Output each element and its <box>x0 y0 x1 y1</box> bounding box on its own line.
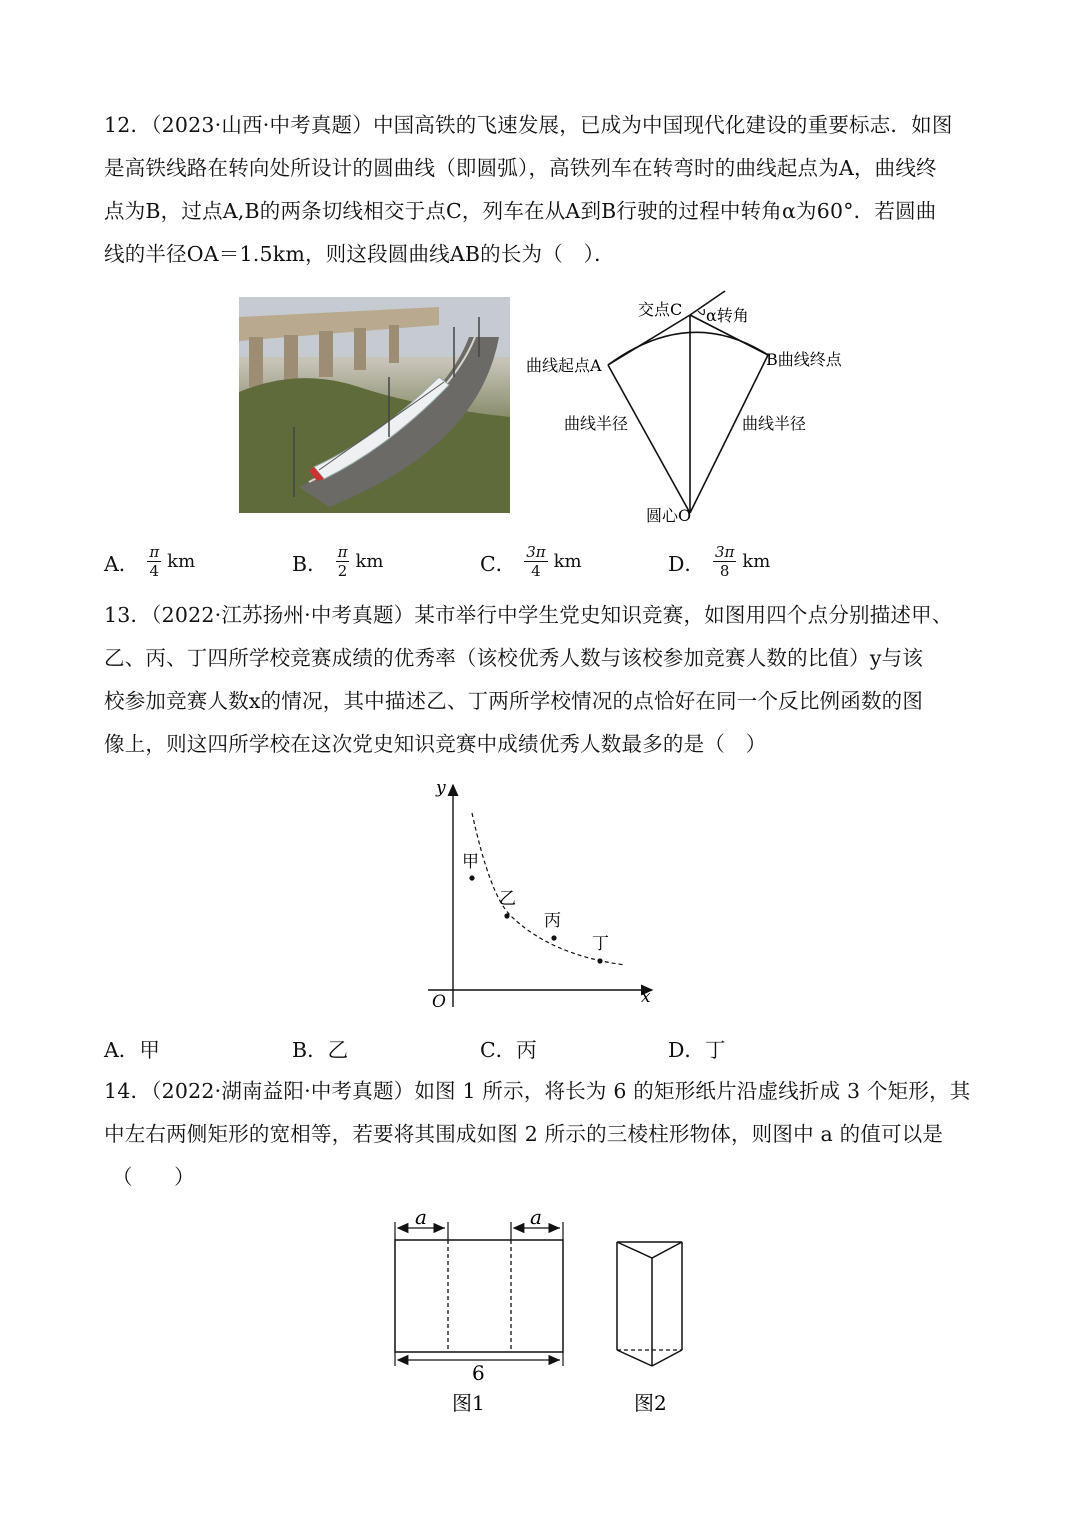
high-speed-rail-photo <box>239 297 510 513</box>
curve-diagram <box>520 285 860 530</box>
point-bing <box>551 935 556 940</box>
train-illustration <box>239 297 510 513</box>
q12-option-a[interactable] <box>104 543 195 580</box>
label-origin: O <box>432 992 446 1012</box>
q13-line-4: 像上，则这四所学校在这次党史知识竞赛中成绩优秀人数最多的是（ ） <box>104 732 767 756</box>
option-letter: C． <box>480 1038 517 1062</box>
option-unit: km <box>553 551 582 572</box>
label-alpha: α转角 <box>706 306 749 325</box>
q12-option-d[interactable] <box>668 543 770 580</box>
angle-alpha-mark <box>698 309 704 315</box>
inverse-function-graph <box>420 775 670 1015</box>
option-unit: km <box>355 551 384 572</box>
label-length: 6 <box>472 1361 485 1385</box>
option-letter: B． <box>292 551 328 576</box>
label-radius-left: 曲线半径 <box>564 414 629 433</box>
label-ding: 丁 <box>592 934 609 954</box>
point-yi <box>504 913 509 918</box>
q12-line-4: 线的半径OA＝1.5km，则这段圆曲线AB的长为（ ）． <box>104 242 615 266</box>
fraction: $\frac{\pi}{4}$ <box>149 543 160 580</box>
label-x-axis: x <box>641 987 651 1007</box>
caption-fig1: 图1 <box>452 1391 485 1415</box>
option-letter: A． <box>104 551 140 576</box>
point-jia <box>469 875 474 880</box>
question-12 <box>104 104 984 276</box>
q12-options <box>104 543 984 587</box>
arc-ab <box>608 332 768 365</box>
label-o: 圆心O <box>646 506 692 525</box>
q13-option-c[interactable] <box>480 1030 537 1066</box>
fraction: $\frac{3\pi}{8}$ <box>714 543 735 580</box>
label-a-left: a <box>415 1205 427 1229</box>
label-a: 曲线起点A <box>526 356 602 375</box>
option-text: 甲 <box>139 1038 160 1062</box>
option-letter: D． <box>668 1038 705 1062</box>
point-ding <box>597 958 602 963</box>
q13-line-2: 乙、丙、丁四所学校竞赛成绩的优秀率（该校优秀人数与该校参加竞赛人数的比值）y与该 <box>104 646 924 670</box>
label-bing: 丙 <box>544 911 561 931</box>
option-letter: C． <box>480 551 517 576</box>
option-unit: km <box>167 551 196 572</box>
label-yi: 乙 <box>499 889 516 909</box>
caption-fig2: 图2 <box>634 1391 667 1415</box>
question-14 <box>104 1070 984 1199</box>
label-a-right: a <box>530 1205 542 1229</box>
question-13 <box>104 594 984 766</box>
option-letter: A． <box>104 1038 140 1062</box>
q13-line-3: 校参加竞赛人数x的情况，其中描述乙、丁两所学校情况的点恰好在同一个反比例函数的图 <box>104 689 924 713</box>
option-text: 丁 <box>704 1038 726 1062</box>
option-letter: B． <box>292 1038 328 1062</box>
prism-top-face <box>617 1242 682 1258</box>
q13-option-d[interactable] <box>668 1030 725 1066</box>
prism-figures <box>380 1200 710 1420</box>
option-text: 乙 <box>327 1038 349 1062</box>
label-jia: 甲 <box>462 852 479 872</box>
label-radius-right: 曲线半径 <box>742 414 807 433</box>
q12-line-1: 12．（2023·山西·中考真题）中国高铁的飞速发展，已成为中国现代化建设的重要标志．如图 <box>104 113 953 137</box>
q13-option-a[interactable] <box>104 1030 160 1066</box>
q12-line-3: 点为B，过点A,B的两条切线相交于点C，列车在从A到B行驶的过程中转角α为60°．若圆曲 <box>104 199 937 223</box>
q13-option-b[interactable] <box>292 1030 348 1066</box>
q14-line-2: 中左右两侧矩形的宽相等，若要将其围成如图 2 所示的三棱柱形物体，则图中 a 的值可以是 <box>104 1122 944 1146</box>
q14-line-1: 14．（2022·湖南益阳·中考真题）如图 1 所示，将长为 6 的矩形纸片沿虚线折成 3 个矩形，其 <box>104 1079 971 1103</box>
q12-option-b[interactable] <box>292 543 383 580</box>
q12-option-c[interactable] <box>480 543 582 580</box>
q14-line-3: （ ） <box>112 1165 195 1189</box>
q13-options <box>104 1030 984 1074</box>
q13-line-1: 13．（2022·江苏扬州·中考真题）某市举行中学生党史知识竞赛，如图用四个点分别描述甲、 <box>104 603 953 627</box>
label-c: 交点C <box>638 300 683 319</box>
label-b: B曲线终点 <box>766 350 842 369</box>
fraction: $\frac{\pi}{2}$ <box>337 543 348 580</box>
radius-oa <box>608 365 690 513</box>
option-unit: km <box>742 551 771 572</box>
q12-line-2: 是高铁线路在转向处所设计的圆曲线（即圆弧），高铁列车在转弯时的曲线起点为A，曲线终 <box>104 156 937 180</box>
fraction: $\frac{3\pi}{4}$ <box>526 543 546 580</box>
option-text: 丙 <box>516 1038 537 1062</box>
option-letter: D． <box>668 551 705 576</box>
radius-ob <box>690 355 768 513</box>
paper-rectangle <box>395 1240 563 1352</box>
label-y-axis: y <box>436 778 446 798</box>
